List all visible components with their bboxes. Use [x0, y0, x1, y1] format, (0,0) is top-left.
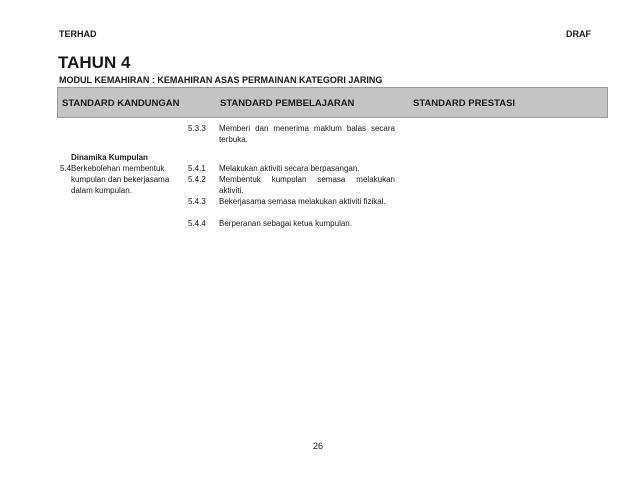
learning-standard-text: Membentuk kumpulan semasa melakukan aktiviti. — [219, 175, 395, 195]
table-header — [57, 87, 608, 118]
draft-label: DRAF — [566, 29, 591, 39]
column-header-performance-standard: STANDARD PRESTASI — [413, 98, 516, 109]
content-standard-heading: Dinamika Kumpulan — [71, 153, 148, 162]
standards-table — [57, 87, 608, 229]
module-title: MODUL KEMAHIRAN : KEMAHIRAN ASAS PERMAINAN KATEGORI JARING — [59, 75, 383, 85]
year-title: TAHUN 4 — [58, 53, 131, 72]
column-header-learning-standard: STANDARD PEMBELAJARAN — [220, 98, 355, 109]
learning-standard-text: Melakukan aktiviti secara berpasangan. — [219, 164, 360, 173]
learning-standard-code: 5.4.2 — [188, 175, 206, 184]
classification-label: TERHAD — [59, 29, 97, 39]
content-standard-number: 5.4 — [60, 164, 72, 173]
learning-standard-code: 5.4.3 — [188, 197, 206, 206]
learning-standard-text: Memberi dan menerima maklum balas secara terbuka. — [219, 124, 395, 144]
learning-standard-text: Berperanan sebagai ketua kumpulan. — [219, 219, 352, 228]
page-number: 26 — [313, 441, 324, 451]
column-header-content-standard: STANDARD KANDUNGAN — [62, 98, 180, 109]
learning-standard-code: 5.3.3 — [188, 124, 206, 133]
learning-standard-code: 5.4.1 — [188, 164, 206, 173]
learning-standard-code: 5.4.4 — [188, 219, 206, 228]
learning-standard-text: Bekerjasama semasa melakukan aktiviti fizikal. — [219, 197, 386, 206]
content-standard-text: Berkebolehan membentuk kumpulan dan bekerjasama dalam kumpulan. — [71, 164, 170, 195]
